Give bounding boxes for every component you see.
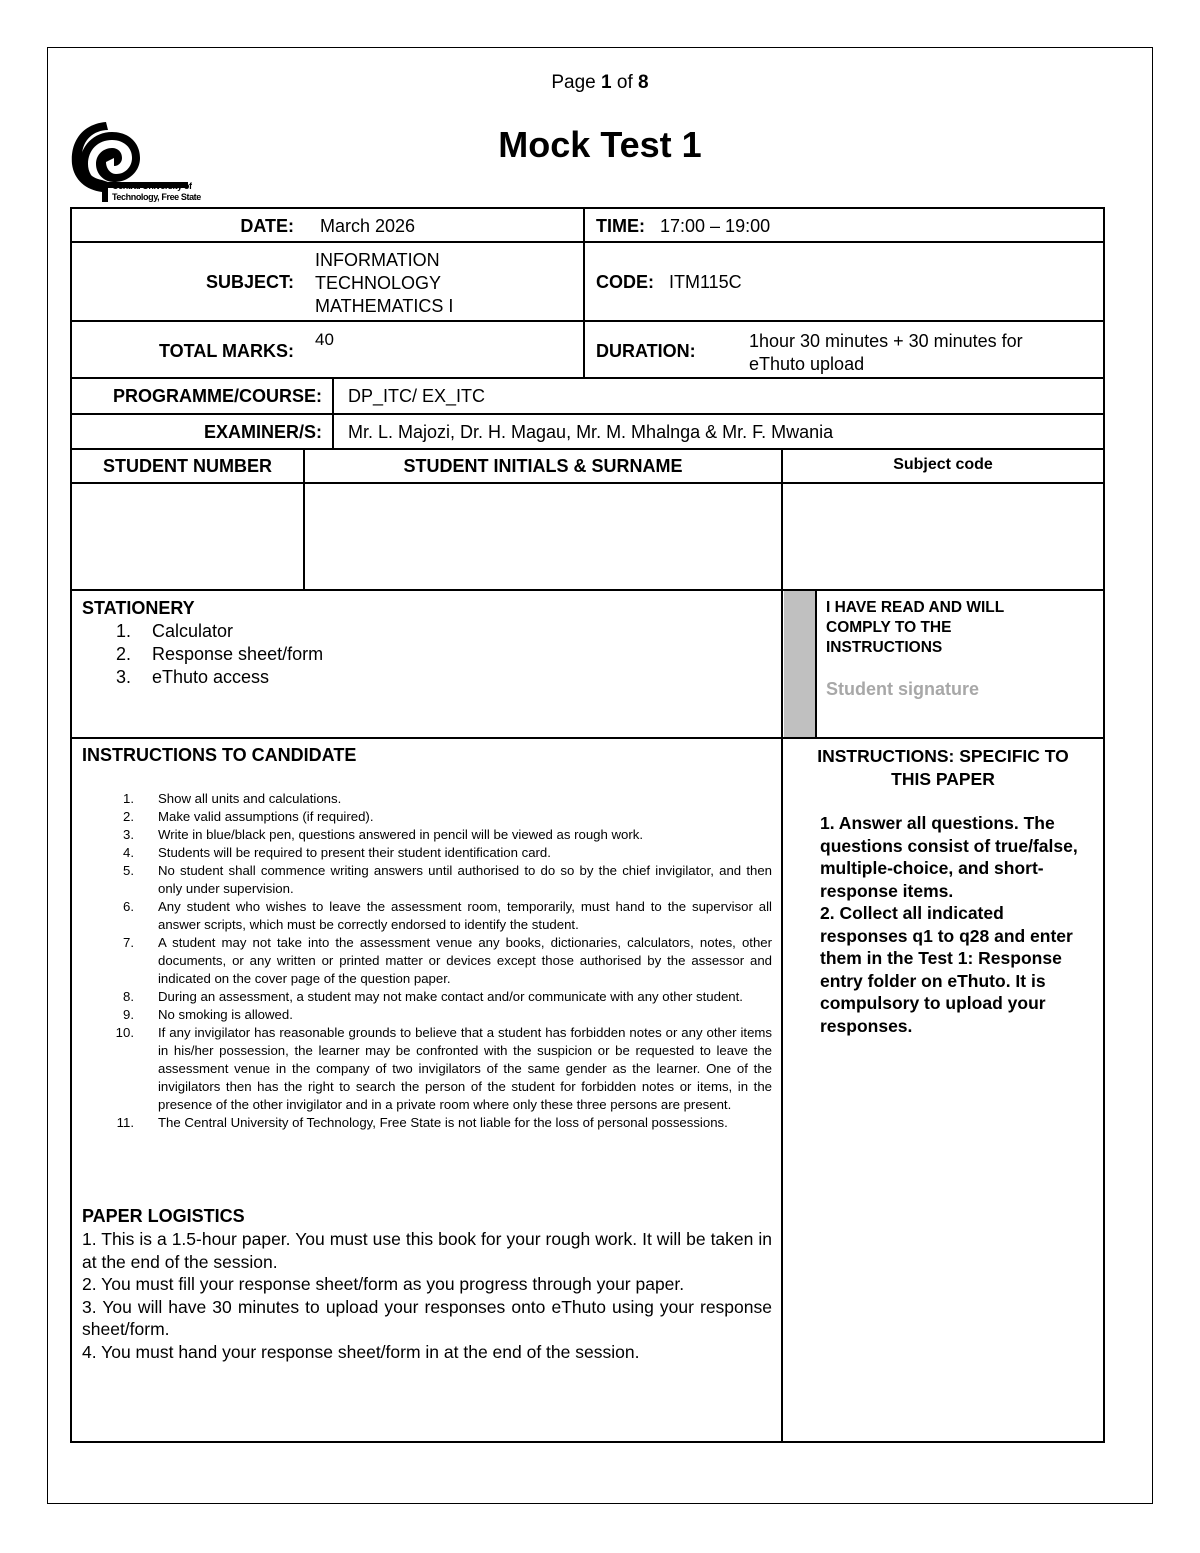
stationery-item: 3. eThuto access (116, 667, 270, 687)
list-item: 9. No smoking is allowed. (123, 1007, 293, 1022)
instructions-list (108, 790, 772, 1132)
student-number-field[interactable] (72, 484, 303, 589)
instructions-title: INSTRUCTIONS TO CANDIDATE (82, 745, 357, 765)
list-item: 2. Collect all indicated responses q1 to q28 and enter them in the Test 1: Response entry folder on eThuto. It is compulsory to upload your responses. (820, 903, 1073, 1036)
total-marks-value: 40 (315, 330, 334, 349)
code-value: ITM115C (669, 272, 742, 292)
student-name-header: STUDENT INITIALS & SURNAME (403, 456, 683, 476)
duration-label: DURATION: (596, 341, 696, 361)
list-item: 4. Students will be required to present their student identification card. (123, 845, 551, 860)
specific-instructions-title: INSTRUCTIONS: SPECIFIC TO THIS PAPER (817, 746, 1069, 789)
logistics-title: PAPER LOGISTICS (82, 1206, 245, 1226)
list-item: 1. Show all units and calculations. (123, 791, 342, 806)
list-item: 10. If any invigilator has reasonable grounds to believe that a student has forbidden notes or any other items in his/her possession, the learner may be confronted with the suspicion or be requested to leave the assessment venue in the company of two invigilators of the same gender as the learner. One of the invigilators then has the right to search the person of the student for forbidden notes or items, in the presence of the other invigilator and in a private room where only these three persons are present. (115, 1025, 772, 1112)
list-item: 2. Make valid assumptions (if required). (123, 809, 374, 824)
date-label: DATE: (240, 216, 294, 236)
student-number-header: STUDENT NUMBER (103, 456, 272, 476)
subject-code-header: Subject code (893, 456, 993, 473)
list-item: 8. During an assessment, a student may not make contact and/or communicate with any other student. (123, 989, 743, 1004)
stationery-title: STATIONERY (82, 598, 195, 618)
programme-label: PROGRAMME/COURSE: (112, 386, 322, 406)
list-item: 6. Any student who wishes to leave the assessment room, temporarily, must hand to the supervisor all answer scripts, which must be correctly endorsed to identify the student. (123, 899, 772, 932)
list-item: 3. Write in blue/black pen, questions answered in pencil will be viewed as rough work. (123, 827, 644, 842)
examiners-label: EXAMINER/S: (203, 422, 322, 442)
programme-value: DP_ITC/ EX_ITC (348, 386, 486, 406)
page-number: Page 1 of 8 (551, 72, 649, 93)
list-item: 1. Answer all questions. The questions consist of true/false, multiple-choice, and short-response items. (820, 813, 1078, 901)
list-item: 2. You must fill your response sheet/form as you progress through your paper. (82, 1274, 685, 1294)
logo-text: Central University of Technology, Free State (112, 181, 201, 202)
subject-label: SUBJECT: (205, 272, 294, 292)
total-marks-label: TOTAL MARKS: (159, 341, 294, 361)
specific-instructions-list (820, 812, 1090, 1037)
subject-value: INFORMATION TECHNOLOGY MATHEMATICS I (315, 250, 454, 316)
time-label: TIME: (596, 216, 645, 236)
compliance-statement: I HAVE READ AND WILL COMPLY TO THE INSTRUCTIONS (826, 599, 1005, 656)
stationery-list (116, 620, 323, 689)
time-value: 17:00 – 19:00 (660, 216, 771, 236)
list-item: 4. You must hand your response sheet/form in at the end of the session. (82, 1341, 640, 1362)
examiners-value: Mr. L. Majozi, Dr. H. Magau, Mr. M. Mhalnga & Mr. F. Mwania (348, 422, 834, 442)
list-item: 1. This is a 1.5-hour paper. You must use this book for your rough work. It will be taken in at the end of the session. (82, 1229, 772, 1272)
subject-code-field[interactable] (783, 484, 1103, 589)
code-label: CODE: (596, 272, 654, 292)
signature-strip (784, 591, 815, 737)
student-signature-field[interactable]: Student signature (826, 679, 980, 699)
list-item: 11. The Central University of Technology, Free State is not liable for the loss of personal possessions. (116, 1115, 728, 1130)
stationery-item: 1. Calculator (116, 621, 234, 641)
date-value: March 2026 (320, 216, 416, 236)
list-item: 5. No student shall commence writing answers until authorised to do so by the chief invigilator, and then only under supervision. (123, 863, 772, 896)
duration-value: 1hour 30 minutes + 30 minutes for eThuto upload (749, 331, 1023, 374)
list-item: 3. You will have 30 minutes to upload your responses onto eThuto using your response sheet/form. (82, 1296, 772, 1339)
student-name-field[interactable] (305, 484, 781, 589)
logistics-list (82, 1228, 772, 1363)
page-title: Mock Test 1 (498, 124, 702, 165)
stationery-item: 2. Response sheet/form (116, 644, 324, 664)
list-item: 7. A student may not take into the assessment venue any books, dictionaries, calculators, notes, other documents, or any written or printed matter or devices except those authorised by the assessor and indicated on the cover page of the question paper. (123, 935, 772, 986)
